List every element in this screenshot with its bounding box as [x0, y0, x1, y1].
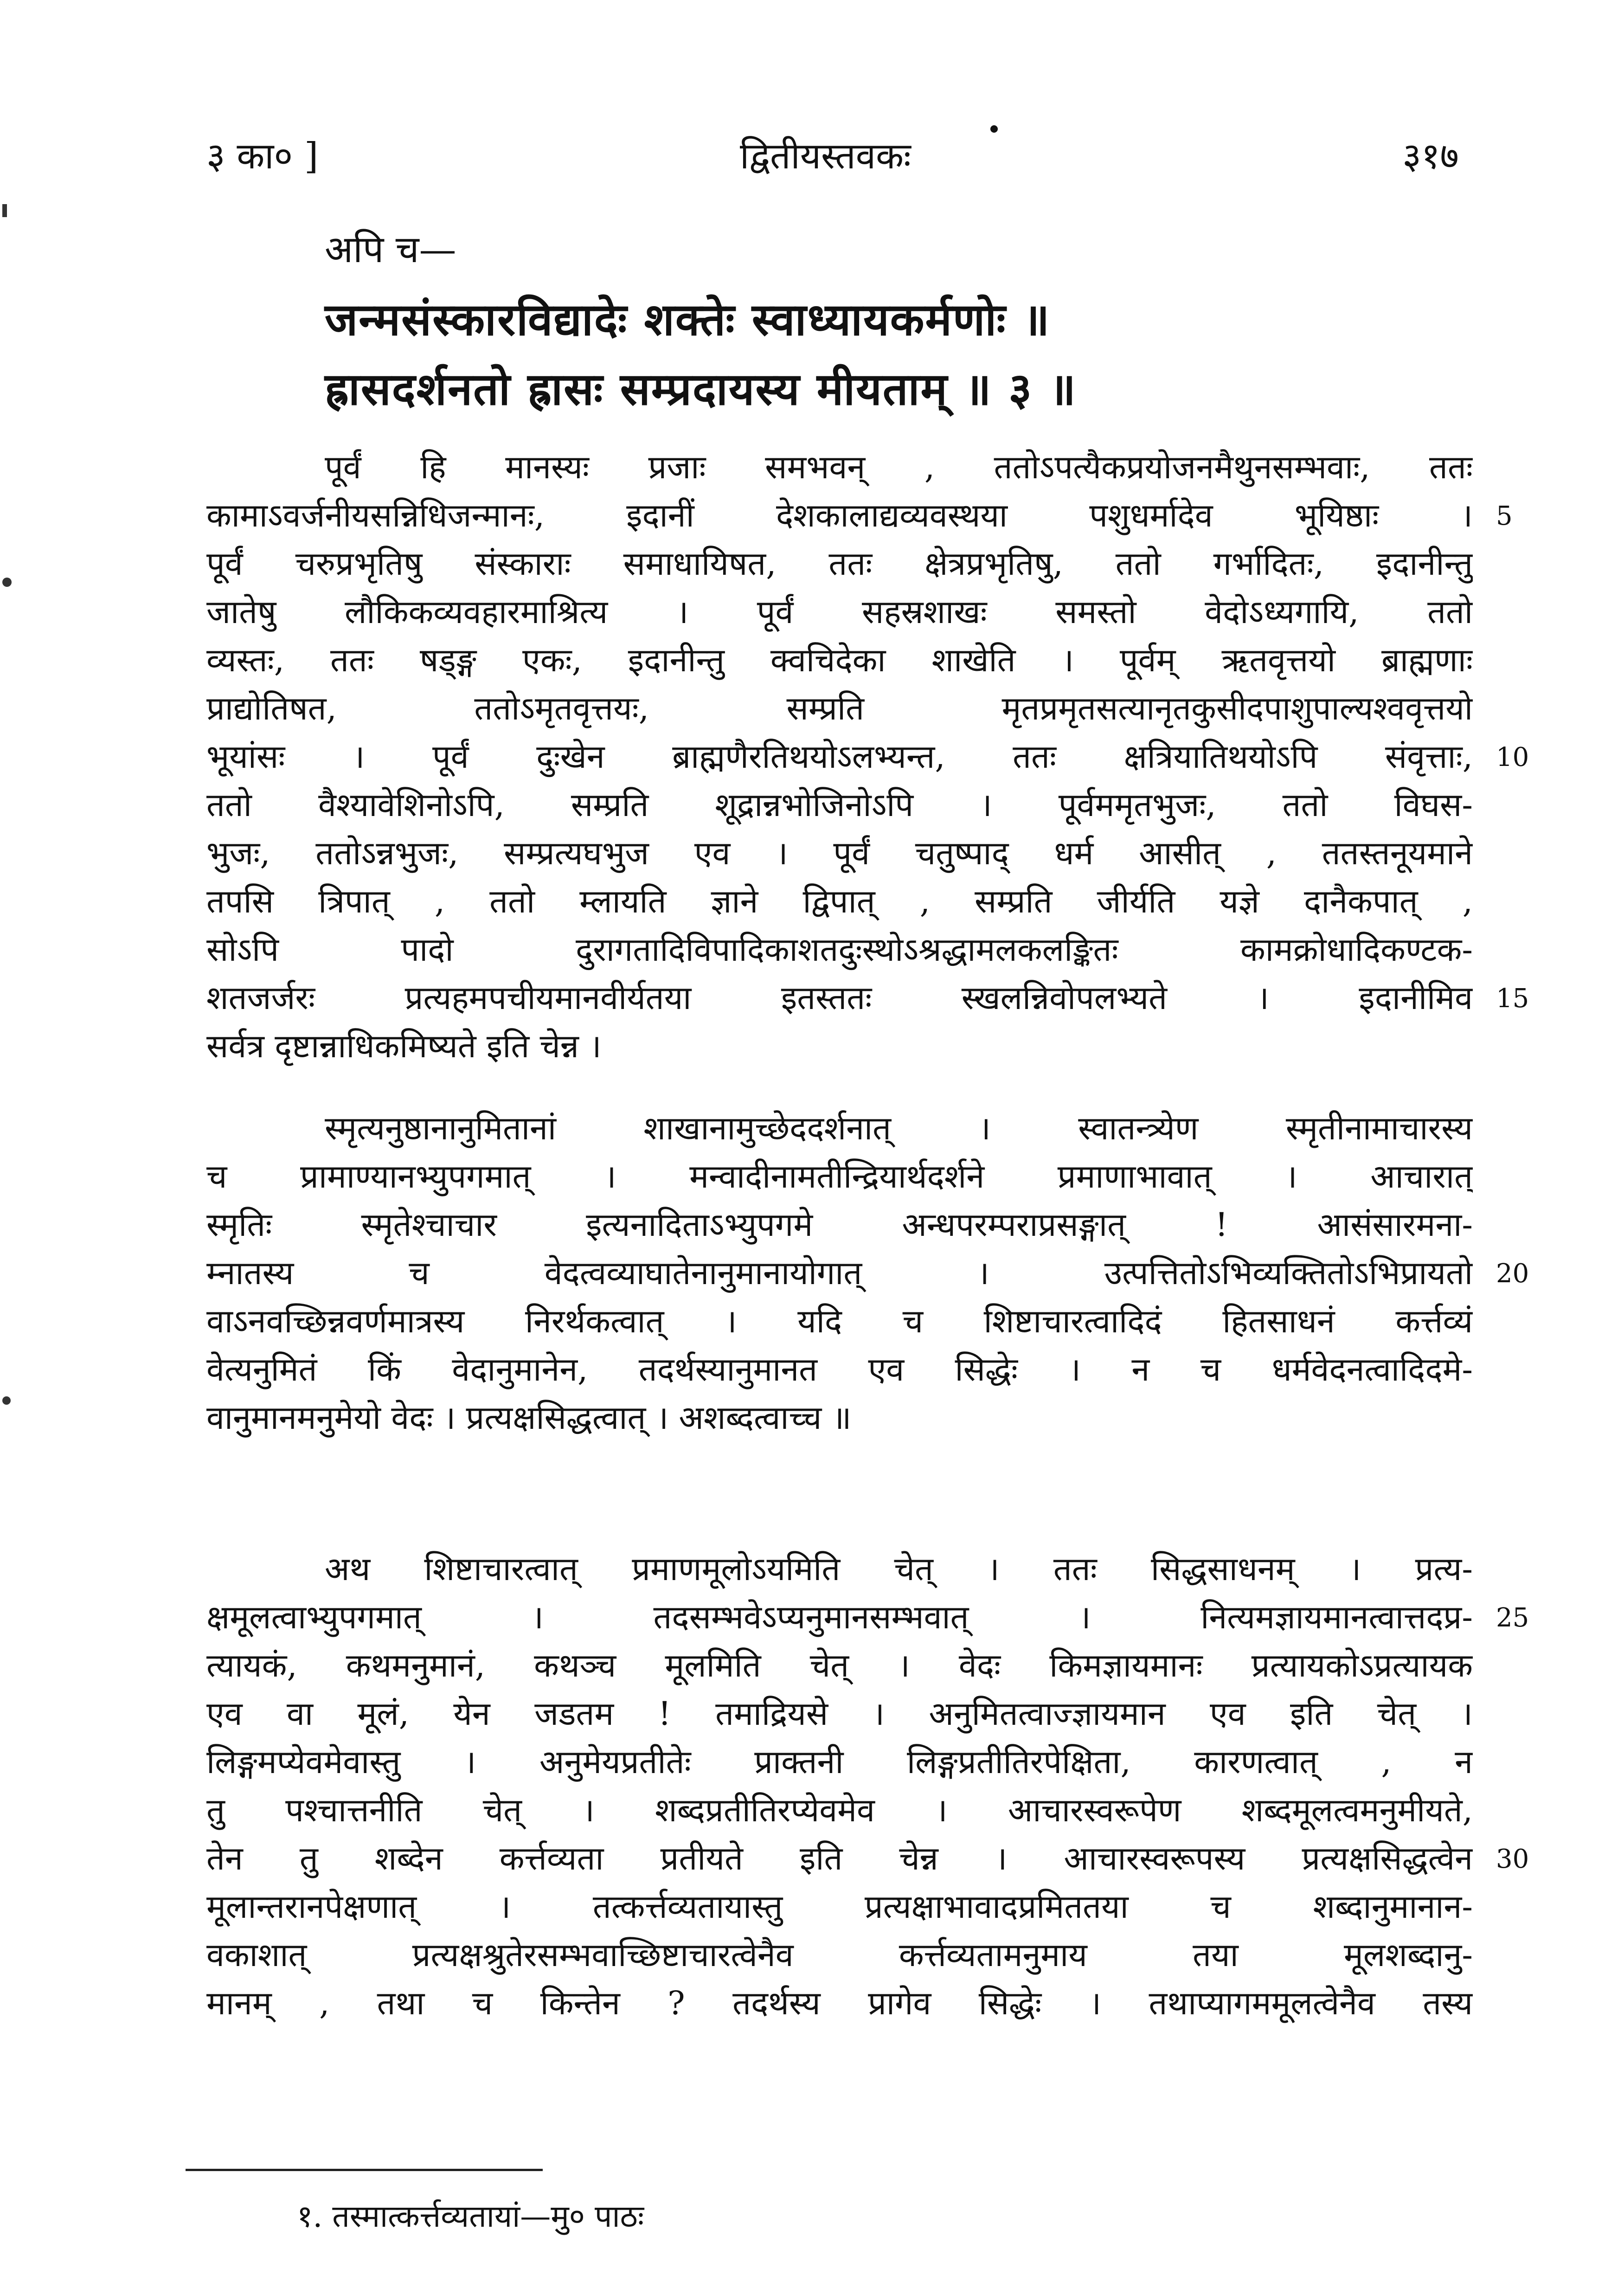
- body-line: अथ शिष्टाचारत्वात् प्रमाणमूलोऽयमिति चेत् । ततः सिद्धसाधनम् । प्रत्य-: [325, 1550, 1473, 1588]
- body-line: भूयांसः । पूर्वं दुःखेन ब्राह्मणैरतिथयोऽलभ्यन्त, ततः क्षत्रियातिथयोऽपि संवृत्ताः,: [206, 738, 1473, 776]
- body-line: व्यस्तः, ततः षड्ङ्ग एकः, इदानीन्तु क्वचिदेका शाखेति । पूर्वम् ऋतवृत्तयो ब्राह्मणाः: [206, 641, 1473, 679]
- body-line: सोऽपि पादो दुरागतादिविपादिकाशतदुःस्थोऽश्रद्धामलकलङ्कितः कामक्रोधादिकण्टक-: [206, 931, 1473, 969]
- body-line: त्यायकं, कथमनुमानं, कथञ्च मूलमिति चेत् । वेदः किमज्ञायमानः प्रत्यायकोऽप्रत्यायक: [206, 1646, 1473, 1684]
- verse-line-2: ह्रासदर्शनतो ह्रासः सम्प्रदायस्य मीयताम् ॥ ३ ॥: [325, 363, 1077, 415]
- running-header: [206, 130, 1459, 181]
- body-line: वानुमानमनुमेयो वेदः । प्रत्यक्षसिद्धत्वात् । अशब्दत्वाच्च ॥: [206, 1399, 852, 1437]
- margin-mark: [2, 578, 12, 587]
- body-line: शतजर्जरः प्रत्यहमपचीयमानवीर्यतया इतस्ततः स्खलन्निवोपलभ्यते । इदानीमिव: [206, 979, 1473, 1017]
- footnote: १. तस्मात्कर्त्तव्यतायां—मु० पाठः: [297, 2198, 644, 2234]
- body-line: लिङ्गमप्येवमेवास्तु । अनुमेयप्रतीतेः प्राक्तनी लिङ्गप्रतीतिरपेक्षिता, कारणत्वात् , न: [206, 1743, 1473, 1781]
- body-line: पूर्वं हि मानस्यः प्रजाः समभवन् , ततोऽपत्यैकप्रयोजनमैथुनसम्भवाः, ततः: [325, 448, 1473, 486]
- body-line: स्मृतिः स्मृतेश्चाचार इत्यनादिताऽभ्युपगमे अन्धपरम्पराप्रसङ्गात् ! आसंसारमना-: [206, 1206, 1473, 1244]
- body-line: वकाशात् प्रत्यक्षश्रुतेरसम्भवाच्छिष्टाचारत्वेनैव कर्त्तव्यतामनुमाय तया मूलशब्दानु-: [206, 1936, 1473, 1974]
- body-line: वाऽनवच्छिन्नवर्णमात्रस्य निरर्थकत्वात् । यदि च शिष्टाचारत्वादिदं हितसाधनं कर्त्तव्यं: [206, 1302, 1473, 1340]
- header-chapter-title: द्वितीयस्तवकः: [740, 135, 911, 177]
- body-line: च प्रामाण्यानभ्युपगमात् । मन्वादीनामतीन्द्रियार्थदर्शने प्रमाणाभावात् । आचारात्: [206, 1157, 1473, 1195]
- body-line: एव वा मूलं, येन जडतम ! तमाद्रियसे । अनुमितत्वाज्ज्ञायमान एव इति चेत् ।: [206, 1695, 1473, 1733]
- line-number: 5: [1496, 501, 1513, 531]
- body-line: स्मृत्यनुष्ठानानुमितानां शाखानामुच्छेददर्शनात् । स्वातन्त्र्येण स्मृतीनामाचारस्य: [325, 1109, 1473, 1147]
- verse-line-1: जन्मसंस्कारविद्यादेः शक्तेः स्वाध्यायकर्मणोः ॥: [325, 293, 1051, 346]
- body-line: तेन तु शब्देन कर्त्तव्यता प्रतीयते इति चेन्न । आचारस्वरूपस्य प्रत्यक्षसिद्धत्वेन: [206, 1839, 1473, 1877]
- body-line: तपसि त्रिपात् , ततो म्लायति ज्ञाने द्विपात् , सम्प्रति जीर्यति यज्ञे दानैकपात् ,: [206, 882, 1473, 920]
- body-line: ततो वैश्यावेशिनोऽपि, सम्प्रति शूद्रान्नभोजिनोऽपि । पूर्वममृतभुजः, ततो विघस-: [206, 786, 1473, 824]
- body-line: मानम् , तथा च किन्तेन ? तदर्थस्य प्रागेव सिद्धेः । तथाप्यागममूलत्वेनैव तस्य: [206, 1984, 1473, 2022]
- body-line: पूर्वं चरुप्रभृतिषु संस्काराः समाधायिषत, ततः क्षेत्रप्रभृतिषु, ततो गर्भादितः, इदानीन्तु: [206, 545, 1473, 583]
- body-line: प्राद्योतिषत, ततोऽमृतवृत्तयः, सम्प्रति मृतप्रमृतसत्यानृतकुसीदपाशुपाल्यश्ववृत्तयो: [206, 689, 1473, 727]
- body-line: कामाऽवर्जनीयसन्निधिजन्मानः, इदानीं देशकालाद्यव्यवस्थया पशुधर्मादेव भूयिष्ठाः ।: [206, 496, 1473, 534]
- line-number: 15: [1496, 983, 1529, 1014]
- body-line: मूलान्तरानपेक्षणात् । तत्कर्त्तव्यतायास्तु प्रत्यक्षाभावादप्रमिततया च शब्दानुमानान-: [206, 1888, 1473, 1926]
- header-section-label: ३ का० ]: [206, 135, 319, 177]
- body-line: सर्वत्र दृष्टान्नाधिकमिष्यते इति चेन्न ।: [206, 1027, 602, 1065]
- body-line: तु पश्चात्तनीति चेत् । शब्दप्रतीतिरप्येवमेव । आचारस्वरूपेण शब्दमूलत्वमनुमीयते,: [206, 1791, 1473, 1829]
- body-line: वेत्यनुमितं किं वेदानुमानेन, तदर्थस्यानुमानत एव सिद्धेः । न च धर्मवेदनत्वादिदमे-: [206, 1350, 1473, 1388]
- margin-mark: [2, 1396, 11, 1405]
- line-number: 30: [1496, 1844, 1529, 1874]
- body-line: जातेषु लौकिकव्यवहारमाश्रित्य । पूर्वं सहस्रशाखः समस्तो वेदोऽध्यगायि, ततो: [206, 593, 1473, 631]
- page-number: ३१७: [1402, 135, 1459, 177]
- body-line: क्षमूलत्वाभ्युपगमात् । तदसम्भवेऽप्यनुमानसम्भवात् । नित्यमज्ञायमानत्वात्तदप्र-: [206, 1598, 1473, 1636]
- intro-phrase: अपि च—: [325, 228, 456, 271]
- footnote-rule: [186, 2169, 543, 2171]
- body-line: भुजः, ततोऽन्नभुजः, सम्प्रत्यघभुज एव । पूर्वं चतुष्पाद् धर्म आसीत् , ततस्तनूयमाने: [206, 834, 1473, 872]
- line-number: 10: [1496, 742, 1529, 772]
- body-line: म्नातस्य च वेदत्वव्याघातेनानुमानायोगात् । उत्पत्तितोऽभिव्यक्तितोऽभिप्रायतो: [206, 1254, 1473, 1292]
- line-number: 20: [1496, 1259, 1529, 1289]
- line-number: 25: [1496, 1603, 1529, 1633]
- margin-mark: [2, 204, 7, 217]
